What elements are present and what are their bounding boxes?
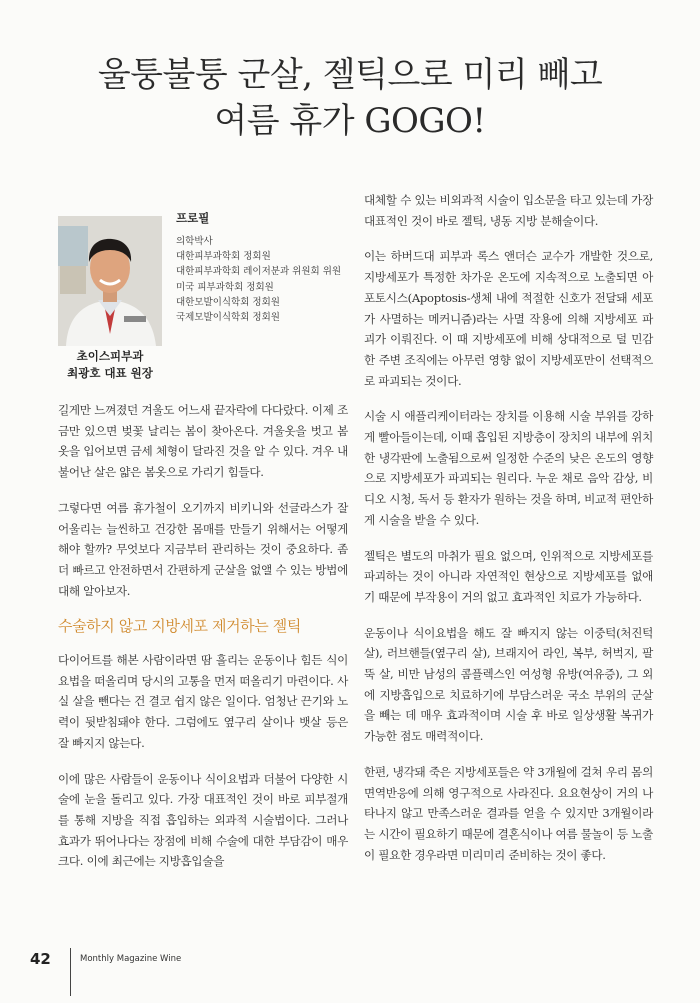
paragraph: 다이어트를 해본 사람이라면 땀 흘리는 운동이나 힘든 식이요법을 떠올리며 당시의 고통을 먼저 떠올리기 마련이다. 사실 살을 뺀다는 건 결코 쉽지 않은 일이다. 엄청난 끈기와 노력이 뒷받침돼야 한다. 그럼에도 옆구리 살이나 뱃살 등은 잘 빠지지 않는다. (58, 653, 348, 750)
doctor-portrait-image (58, 216, 162, 346)
paragraph: 길게만 느껴졌던 겨울도 어느새 끝자락에 다다랐다. 이제 조금만 있으면 벚꽃 날리는 봄이 찾아온다. 겨울옷을 벗고 봄옷을 입어보면 금세 체형이 달라진 것을 알 수 있다. 겨우 내 불어난 살은 얇은 봄옷으로 가리기 힘들다. (58, 403, 348, 480)
page-number: 42 (30, 950, 51, 968)
footer-divider (70, 948, 71, 996)
left-column (58, 400, 348, 887)
article-title (0, 52, 700, 144)
magazine-name: Monthly Magazine Wine (80, 954, 182, 964)
clinic-name: 초이스피부과 (76, 349, 144, 363)
credential-item: 대한모발이식학회 정회원 (176, 296, 280, 308)
paragraph: 한편, 냉각돼 죽은 지방세포들은 약 3개월에 걸쳐 우리 몸의 면역반응에 의해 영구적으로 사라진다. 요요현상이 거의 나타나지 않고 만족스러운 결과를 얻을 수 있지만 3개월이라는 시간이 필요하기 때문에 결혼식이나 여름 물놀이 등 노출이 필요한 경우라면 미리미리 준비하는 것이 좋다. (364, 764, 653, 862)
credential-item: 대한피부과학회 레이저분과 위원회 위원 (176, 266, 342, 278)
paragraph: 시술 시 애플리케이터라는 장치를 이용해 시술 부위를 강하게 빨아들이는데, 이때 흡입된 지방층이 장치의 내부에 위치한 냉각판에 노출됨으로써 일정한 수준의 낮은 온도의 영향으로 지방세포가 파괴되는 원리다. 누운 채로 음악 감상, 비디오 시청, 독서 등 환자가 원하는 것을 하며, 비교적 편안하게 시술을 받을 수 있다. (364, 409, 653, 527)
credential-item: 대한피부과학회 정회원 (176, 251, 271, 263)
paragraph: 이에 많은 사람들이 운동이나 식이요법과 더불어 다양한 시술에 눈을 돌리고 있다. 가장 대표적인 것이 바로 피부절개를 통해 지방을 직접 흡입하는 외과적 시술법이다. 그러나 효과가 뛰어나다는 장점에 비해 수술에 대한 부담감이 매우 크다. 이에 최근에는 지방흡입술을 (58, 771, 348, 869)
credential-item: 의학박사 (176, 236, 213, 247)
title-line-1: 울퉁불퉁 군살, 젤틱으로 미리 빼고 (97, 55, 603, 95)
paragraph: 젤틱은 별도의 마취가 필요 없으며, 인위적으로 지방세포를 파괴하는 것이 아니라 자연적인 현상으로 지방세포를 없애기 때문에 부작용이 거의 없고 효과적인 치료가 가능하다. (364, 548, 653, 604)
title-line-2: 여름 휴가 GOGO! (214, 101, 486, 141)
doctor-name: 최광호 대표 원장 (67, 366, 153, 380)
credential-item: 국제모발이식학회 정회원 (176, 312, 280, 324)
paragraph: 대체할 수 있는 비외과적 시술이 입소문을 타고 있는데 가장 대표적인 것이 바로 젤틱, 냉동 지방 분해술이다. (364, 193, 653, 228)
doctor-photo (58, 216, 162, 346)
paragraph: 그렇다면 여름 휴가철이 오기까지 비키니와 선글라스가 잘 어울리는 늘씬하고 건강한 몸매를 만들기 위해서는 어떻게 해야 할까? 무엇보다 지금부터 관리하는 것이 중요하다. 좀 더 빠르고 안전하면서 간편하게 군살을 없앨 수 있는 방법에 대해 알아보자. (58, 500, 348, 598)
paragraph: 이는 하버드대 피부과 록스 앤더슨 교수가 개발한 것으로, 지방세포가 특정한 차가운 온도에 지속적으로 노출되면 아포토시스(Apoptosis-생체 내에 적절한 신호가 전달돼 세포가 사멸하는 메커니즘)라는 사멸 작용에 의해 지방세포 파괴가 이뤄진다. 이 때 지방세포에 비해 상대적으로 덜 민감한 주변 조직에는 아무런 영향 없이 지방세포만이 선택적으로 파괴되는 것이다. (364, 249, 653, 388)
credential-item: 미국 피부과학회 정회원 (176, 281, 274, 293)
profile-box (58, 210, 358, 390)
credentials-list (176, 234, 341, 325)
section-subheading: 수술하지 않고 지방세포 제거하는 젤틱 (58, 617, 301, 636)
profile-label: 프로필 (176, 211, 210, 225)
right-column (364, 190, 653, 880)
profile-caption (58, 348, 162, 382)
paragraph: 운동이나 식이요법을 해도 잘 빠지지 않는 이중턱(처진턱살), 러브핸들(옆구리 살), 브래지어 라인, 복부, 허벅지, 팔뚝 살, 비만 남성의 콤플렉스인 여성형 유방(여유증), 그 외에 지방흡입으로 치료하기에 부담스러운 국소 부위의 군살을 빼는 데 매우 효과적이며 시술 후 바로 일상생활 복귀가 가능한 점도 매력적이다. (364, 625, 653, 744)
